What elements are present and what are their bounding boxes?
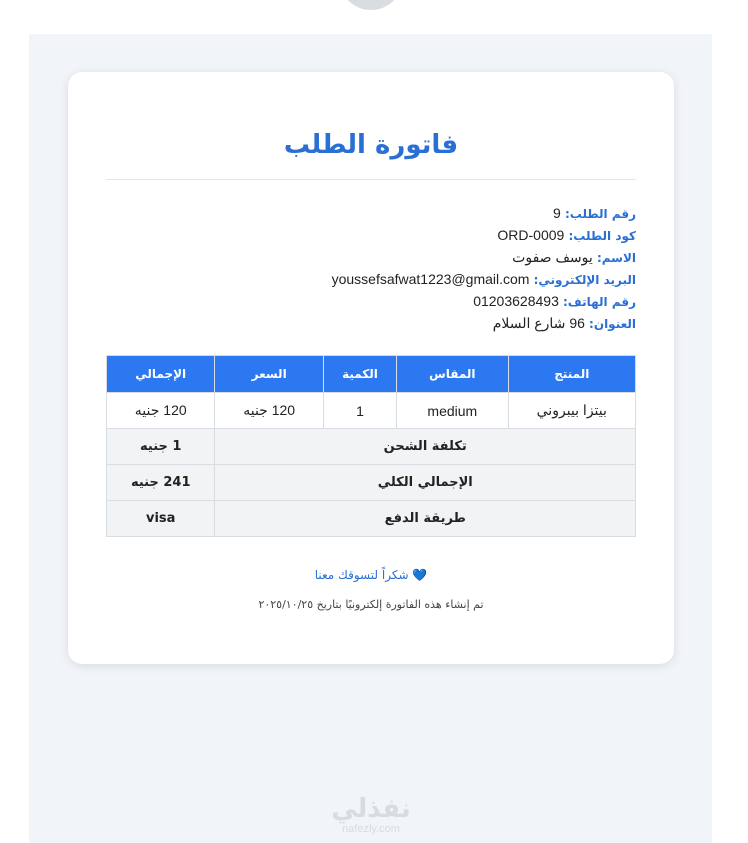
customer-info — [332, 202, 636, 334]
payment-method-row — [107, 501, 636, 537]
column-header-total: الإجمالي — [107, 356, 215, 393]
generated-note: تم إنشاء هذه الفاتورة إلكترونيًا بتاريخ ٢٠٢٥/١٠/٢٥ — [258, 598, 484, 611]
table-row — [107, 393, 636, 429]
shipping-value: 1 جنيه — [107, 429, 215, 465]
title-divider — [106, 179, 636, 180]
address-row — [332, 312, 636, 334]
phone-label: رقم الهاتف: — [563, 295, 636, 309]
watermark-logo — [325, 795, 417, 835]
cell-price: 120 جنيه — [215, 393, 323, 429]
address-label: العنوان: — [589, 317, 636, 331]
heart-icon: 💙 — [412, 568, 428, 582]
email-value: youssefsafwat1223@gmail.com — [331, 271, 530, 287]
phone-row — [332, 290, 636, 312]
avatar-placeholder — [339, 0, 403, 10]
address-value: 96 شارع السلام — [492, 315, 585, 331]
payment-method-value: visa — [107, 501, 215, 537]
grand-total-value: 241 جنيه — [107, 465, 215, 501]
grand-total-row — [107, 465, 636, 501]
order-number-label: رقم الطلب: — [564, 207, 636, 221]
order-code-row — [332, 224, 636, 246]
order-number-row — [332, 202, 636, 224]
cell-quantity: 1 — [323, 393, 396, 429]
customer-name-value: يوسف صفوت — [512, 249, 593, 265]
cell-product: بيتزا بيبروني — [508, 393, 635, 429]
order-number-value: 9 — [553, 205, 561, 221]
order-code-label: كود الطلب: — [568, 229, 636, 243]
order-code-value: ORD-0009 — [497, 227, 565, 243]
customer-name-row — [332, 246, 636, 268]
grand-total-label: الإجمالي الكلي — [215, 465, 636, 501]
payment-method-label: طريقة الدفع — [215, 501, 636, 537]
email-row — [332, 268, 636, 290]
column-header-quantity: الكمية — [323, 356, 396, 393]
shipping-row — [107, 429, 636, 465]
column-header-price: السعر — [215, 356, 323, 393]
cell-size: medium — [397, 393, 508, 429]
invoice-card — [68, 72, 674, 664]
watermark-url: nafezly.com — [342, 823, 400, 835]
page-title: فاتورة الطلب — [283, 130, 459, 160]
shipping-label: تكلفة الشحن — [215, 429, 636, 465]
watermark-text: نفذلي — [331, 794, 411, 824]
phone-value: 01203628493 — [473, 293, 559, 309]
thanks-message — [68, 568, 674, 582]
customer-name-label: الاسم: — [596, 251, 636, 265]
order-items-table — [106, 355, 636, 537]
email-label: البريد الإلكتروني: — [533, 273, 636, 287]
column-header-product: المنتج — [508, 356, 635, 393]
thanks-text: شكراً لتسوقك معنا — [314, 568, 409, 582]
table-header-row — [107, 356, 636, 393]
column-header-size: المقاس — [397, 356, 508, 393]
cell-total: 120 جنيه — [107, 393, 215, 429]
